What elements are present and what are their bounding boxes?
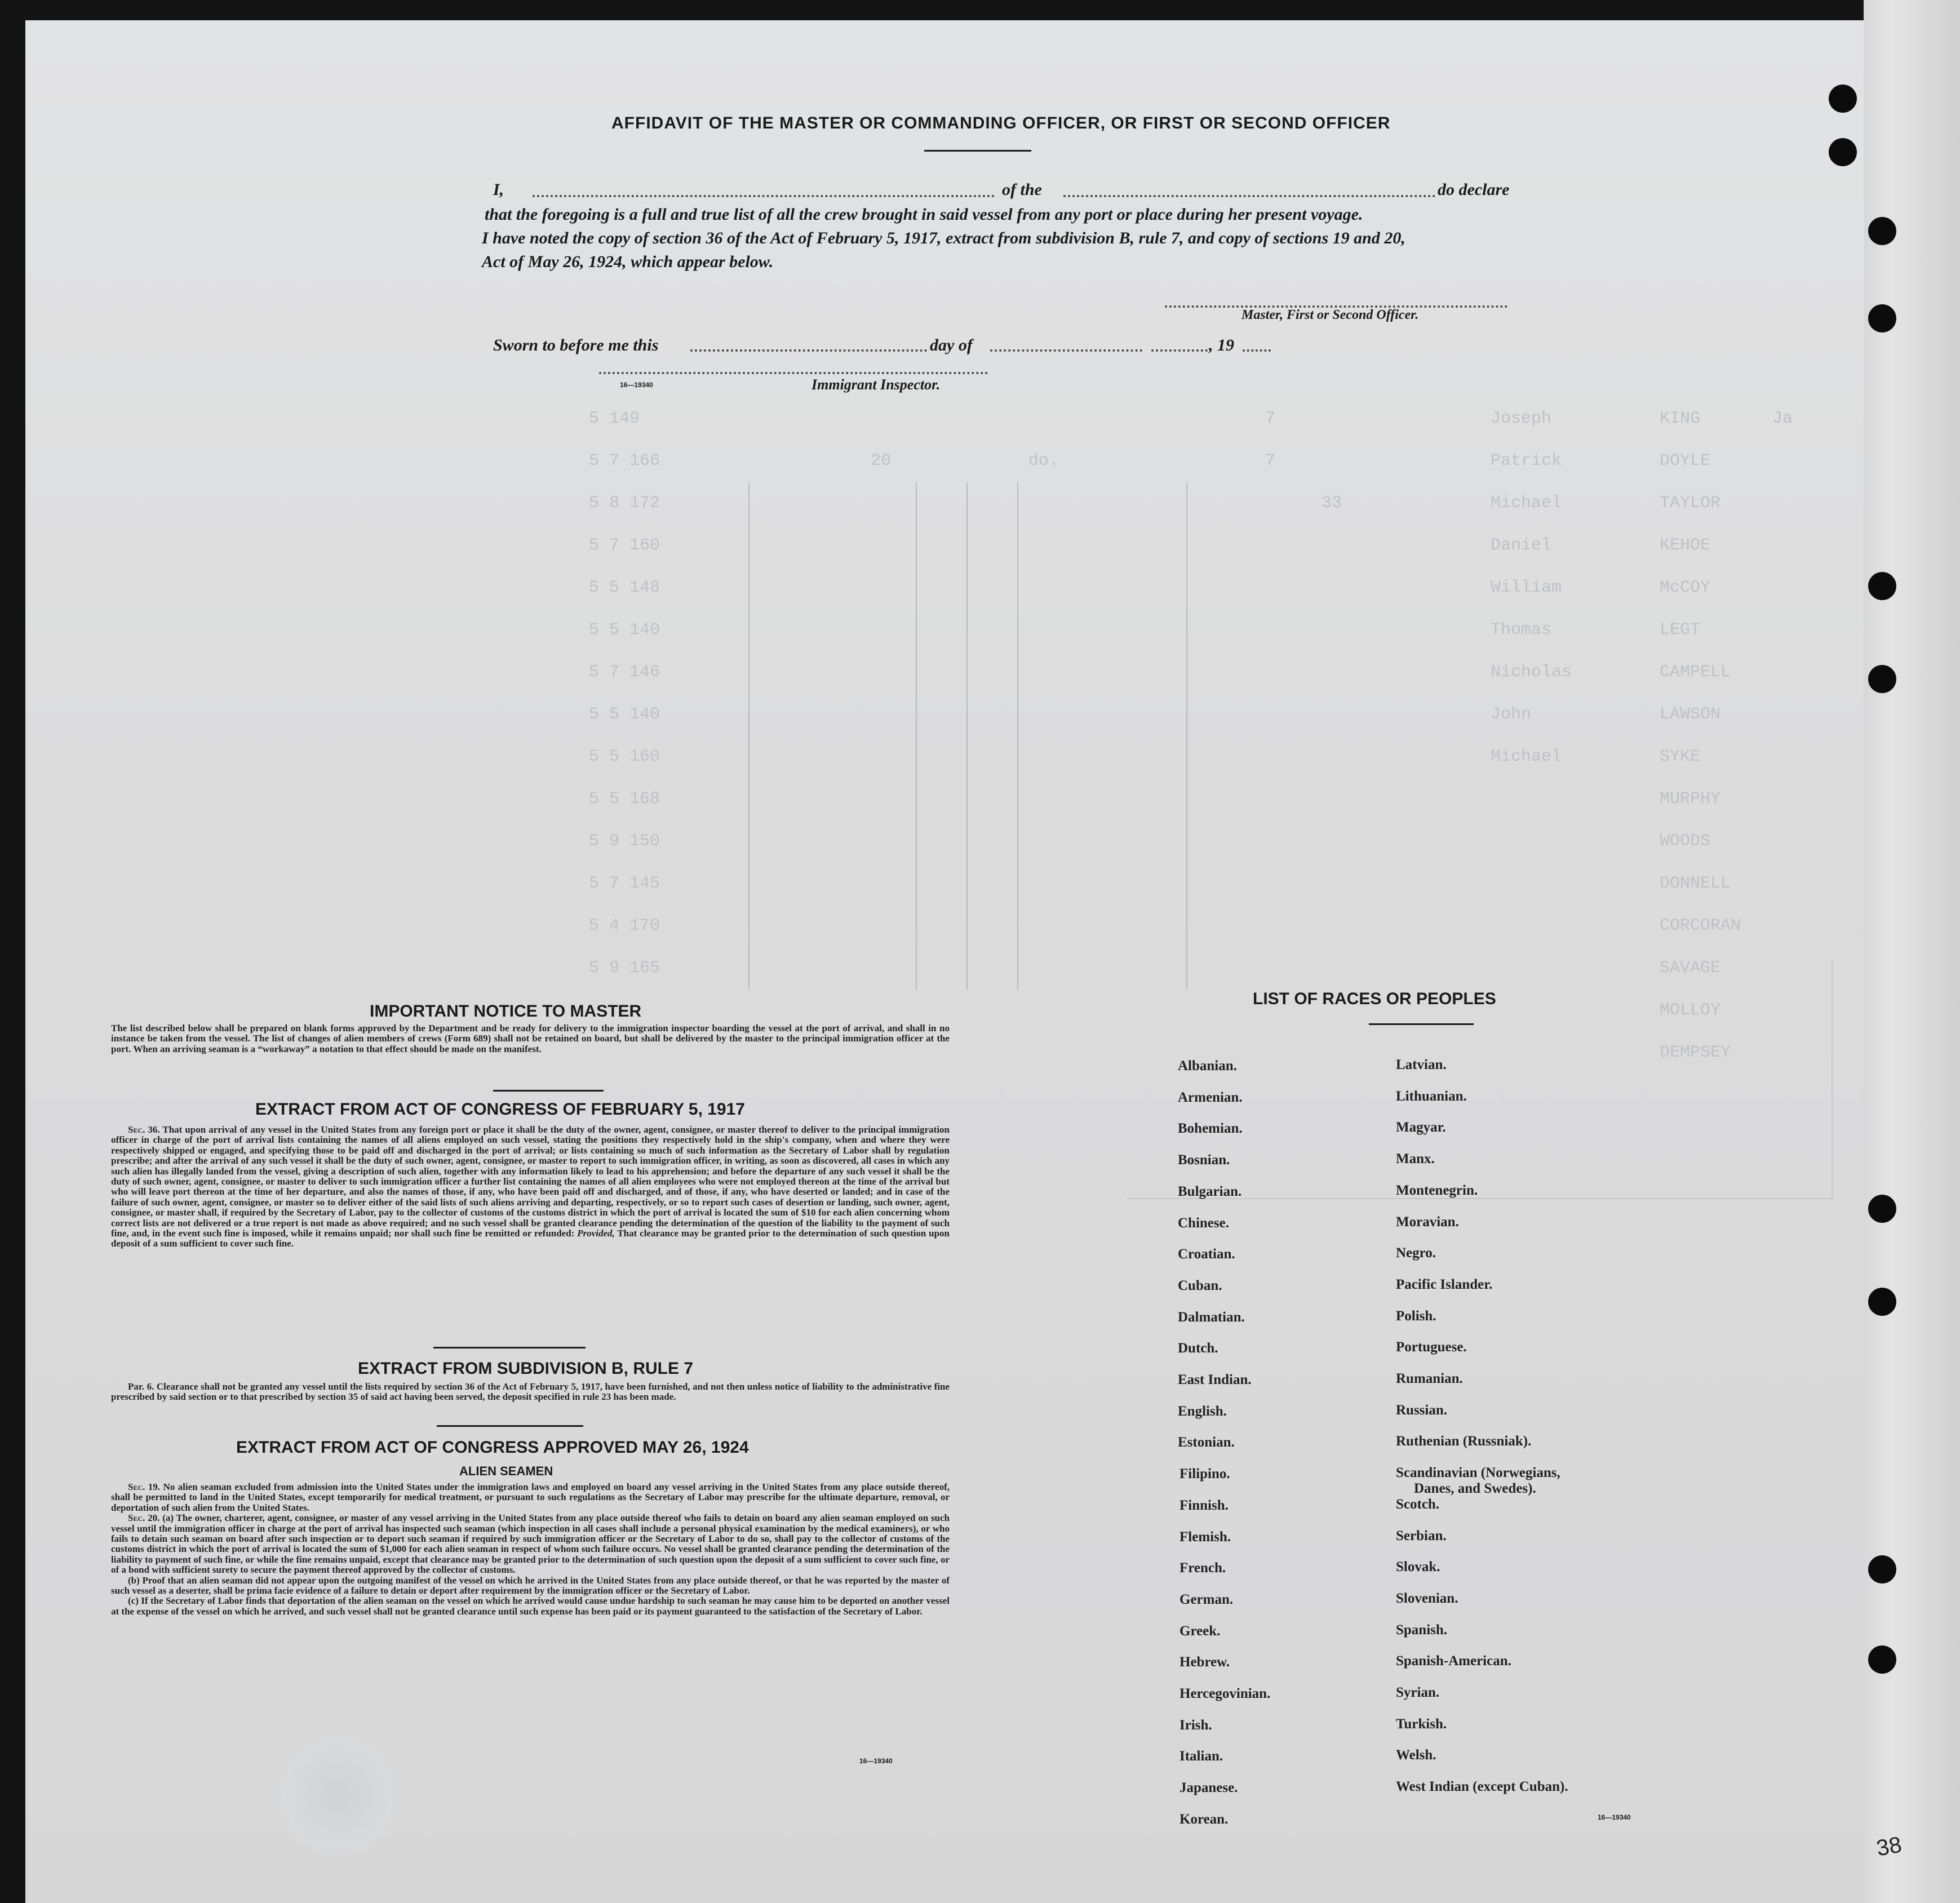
extract-form-code: 16—19340: [859, 1757, 893, 1765]
extract-1917-title: EXTRACT FROM ACT OF CONGRESS OF FEBRUARY 5, 1917: [255, 1100, 745, 1119]
race-left-item: Italian.: [1179, 1749, 1223, 1764]
race-right-item: Negro.: [1396, 1245, 1436, 1261]
race-right-item: Russian.: [1396, 1403, 1448, 1418]
race-left-item: Dutch.: [1178, 1341, 1218, 1356]
race-left-item: Korean.: [1179, 1812, 1229, 1827]
race-left-item: Armenian.: [1178, 1090, 1243, 1105]
sworn-month-blank: [990, 349, 1142, 352]
sworn-day-blank: [690, 349, 927, 352]
sec36-label: Sec. 36.: [128, 1124, 160, 1135]
sec36-text: That upon arrival of any vessel in the United States from any foreign port or place it shall be the duty of the owner, agent, consignee, or master thereof to deliver to the principal immigration officer in charge of the port of arrival lists containing the names of all aliens employed on such vessel, stating the positions they respectively hold in the ship's company, when and where they were respectively shipped or engaged, and specifying those to be paid off and discharged in the port of arrival; or lists containing so much of such information as the Secretary of Labor shall by regulation prescribe; and after the arrival of any such vessel it shall be the duty of such owner, agent, consignee, or master to report to such immigration officer, in writing, as soon as discovered, all cases in which any such alien has illegally landed from the vessel, giving a description of such alien, together with any information likely to lead to his apprehension; and before the departure of any such vessel it shall be the duty of such owner, agent, consignee, or master to deliver to such immigration officer a further list containing the names of all alien employees who were not employed thereon at the time of the arrival but who will leave port thereon at the time of her departure, and also the names of those, if any, who have been paid off and discharged, and of those, if any, who have deserted or landed; and in case of the failure of such owner, agent, consignee, or master so to deliver either of the said lists of such aliens arriving and departing, respectively, or so to report such cases of desertion or landing, such owner, agent, consignee, or master shall, if required by the Secretary of Labor, pay to the collector of customs of the customs district in which the port of arrival is located the sum of $10 for each alien concerning whom correct lists are not delivered or a true report is not made as above required; and no such vessel shall be granted clearance pending the determination of the question of the liability to the payment of such fine, and, in the event such fine is imposed, while it remains unpaid; nor shall such fine be remitted or refunded:: [111, 1124, 950, 1239]
sworn-day-of: day of: [930, 336, 973, 354]
race-left-item: Albanian.: [1178, 1058, 1237, 1074]
affidavit-form-code: 16—19340: [620, 381, 653, 389]
notice-rule: [493, 1090, 604, 1092]
extract-1924-text: [111, 1482, 950, 1617]
sec19-paragraph: [111, 1482, 950, 1513]
punch-hole: [1868, 572, 1896, 600]
race-left-item: Estonian.: [1178, 1435, 1235, 1450]
race-right-item: Welsh.: [1396, 1747, 1436, 1763]
binding-edge: [1864, 0, 1960, 1903]
race-left-item: Hercegovinian.: [1179, 1686, 1271, 1701]
race-right-item: Montenegrin.: [1396, 1183, 1478, 1198]
race-right-item: Rumanian.: [1396, 1371, 1463, 1386]
margin-handwritten-number: 38: [1874, 1832, 1904, 1861]
race-left-item: Hebrew.: [1179, 1654, 1230, 1670]
sec20-label: Sec. 20.: [128, 1512, 160, 1524]
race-right-item: Manx.: [1396, 1151, 1435, 1166]
race-right-item: Syrian.: [1396, 1685, 1440, 1700]
extract-1917-rule: [433, 1347, 586, 1348]
title-rule: [924, 150, 1031, 152]
affidavit-title: AFFIDAVIT OF THE MASTER OR COMMANDING OFFICER, OR FIRST OR SECOND OFFICER: [611, 114, 1391, 132]
race-right-item: Latvian.: [1396, 1057, 1447, 1072]
punch-hole: [1829, 85, 1857, 113]
proviso-label: Provided,: [577, 1228, 615, 1239]
proviso-text: That clearance may be granted prior to the determination of such question upon deposit of a sum sufficient to cover such fine.: [111, 1228, 950, 1249]
race-left-item: Bulgarian.: [1178, 1184, 1242, 1199]
race-left-item: Cuban.: [1178, 1278, 1222, 1293]
race-left-item: Bosnian.: [1178, 1152, 1230, 1168]
embossed-seal: [276, 1733, 400, 1857]
extract-1917-text: [111, 1125, 950, 1249]
races-rule: [1369, 1023, 1474, 1025]
race-left-item: Croatian.: [1178, 1247, 1235, 1262]
sec20c-paragraph: (c) If the Secretary of Labor finds that deportation of the alien seaman on the vessel on which he arrived would cause undue hardship to such seaman he may cause him to be deported on another vessel at the expense of the vessel on which he arrived, and such vessel shall not be granted clearance until such expense has been paid or its payment guaranteed to the satisfaction of the Secretary of Labor.: [111, 1595, 950, 1617]
notice-text: The list described below shall be prepared on blank forms approved by the Department and be ready for delivery to the immigration inspector boarding the vessel at the port of arrival, and shall in no instance be taken from the vessel. The list of changes of alien members of crews (Form 689) shall not be retained on board, but shall be delivered by the master to the principal immigration officer at the port. When an arriving seaman is a “workaway” a notation to that effect should be made on the manifest.: [111, 1023, 950, 1054]
rule7-text: Par. 6. Clearance shall not be granted any vessel until the lists required by section 36 of the Act of February 5, 1917, have been furnished, and not then unless notice of liability to the administrative fine prescribed by said section or to that prescribed by section 35 of said act having been served, the deposit specified in rule 23 has been made.: [111, 1381, 950, 1403]
race-right-item: Turkish.: [1396, 1716, 1447, 1732]
declaration-line2: that the foregoing is a full and true list of all the crew brought in said vessel from any port or place during her present voyage.: [485, 205, 1363, 224]
sec19-label: Sec. 19.: [128, 1481, 161, 1492]
race-right-item: Moravian.: [1396, 1214, 1459, 1230]
punch-hole: [1868, 665, 1896, 693]
declaration-i: I,: [493, 180, 504, 199]
sworn-year-blank: [1243, 349, 1271, 352]
declaration-of-the: of the: [1002, 180, 1042, 199]
inspector-line: [599, 372, 988, 374]
sec20b-paragraph: (b) Proof that an alien seaman did not appear upon the outgoing manifest of the vessel on which he arrived in the United States from any place outside thereof, or that he was reported by the master of such vessel as a deserter, shall be prima facie evidence of a failure to detain or deport after requirement by the immigration officer or the Secretary of Labor.: [111, 1574, 950, 1596]
race-left-item: Finnish.: [1179, 1498, 1229, 1513]
vessel-blank: [1063, 195, 1435, 197]
race-right-item: Lithuanian.: [1396, 1089, 1467, 1104]
race-right-item: Serbian.: [1396, 1528, 1447, 1543]
race-left-item: English.: [1178, 1404, 1227, 1419]
punch-hole: [1868, 1555, 1896, 1583]
sec19-text: No alien seaman excluded from admission into the United States under the immigration laws and employed on board any vessel arriving in the United States from any place outside thereof, shall be permitted to land in the United States, except temporarily for medical treatment, or pursuant to such regulations as the Secretary of Labor may prescribe for the ultimate departure, removal, or deportation of such alien from the United States.: [111, 1481, 950, 1513]
race-left-item: Bohemian.: [1178, 1121, 1243, 1136]
extract-1924-title: EXTRACT FROM ACT OF CONGRESS APPROVED MAY 26, 1924: [236, 1438, 749, 1457]
sworn-year: , 19: [1209, 336, 1234, 354]
race-left-item: Greek.: [1179, 1623, 1221, 1639]
race-right-item: Pacific Islander.: [1396, 1277, 1493, 1292]
name-blank: [533, 195, 995, 197]
race-left-item: Japanese.: [1179, 1780, 1238, 1795]
race-left-item: Dalmatian.: [1178, 1310, 1245, 1325]
sworn-month-blank-2: [1151, 349, 1208, 352]
punch-hole: [1868, 1288, 1896, 1316]
declaration-do-declare: do declare: [1438, 180, 1510, 199]
declaration-line3: I have noted the copy of section 36 of the Act of February 5, 1917, extract from subdivision B, rule 7, and copy of sections 19 and 20,: [482, 229, 1405, 247]
signature-label: Master, First or Second Officer.: [1241, 308, 1419, 322]
inspector-label: Immigrant Inspector.: [812, 376, 941, 393]
sec20a-text: (a) The owner, charterer, agent, consignee, or master of any vessel arriving in the United States from any place outside thereof who fails to detain on board any alien seaman employed on such vessel until the immigration officer in charge at the port of arrival has inspected such seaman (which inspection in all cases shall include a personal physical examination by the medical examiners), or who fails to detain such seaman on board after such inspection or to deport such seaman if required by such immigration officer or the Secretary of Labor to do so, shall pay to the collector of customs of the customs district in which the port of arrival is located the sum of $1,000 for each alien seaman in respect of whom such failure occurs. No vessel shall be granted clearance pending the determination of the liability to payment of such fine, or while the fine remains unpaid, except that clearance may be granted prior to the determination of such question upon the deposit of a sum sufficient to cover such fine, or of a bond with sufficient surety to secure the payment thereof approved by the collector of customs.: [111, 1512, 950, 1576]
race-right-item: Portuguese.: [1396, 1339, 1467, 1355]
race-right-item: Spanish.: [1396, 1622, 1448, 1638]
race-left-item: East Indian.: [1178, 1372, 1252, 1387]
notice-title: IMPORTANT NOTICE TO MASTER: [370, 1002, 642, 1021]
race-left-item: Flemish.: [1179, 1529, 1231, 1545]
punch-hole: [1868, 217, 1896, 245]
declaration-line4: Act of May 26, 1924, which appear below.: [482, 252, 774, 271]
rule7-title: EXTRACT FROM SUBDIVISION B, RULE 7: [358, 1359, 694, 1378]
race-right-item: Spanish-American.: [1396, 1653, 1511, 1669]
sworn-text: Sworn to before me this: [493, 336, 659, 354]
race-left-item: Irish.: [1179, 1718, 1212, 1733]
race-left-item: Filipino.: [1179, 1466, 1230, 1481]
race-left-item: French.: [1179, 1560, 1226, 1576]
sec20a-paragraph: [111, 1513, 950, 1575]
race-right-item: Magyar.: [1396, 1120, 1446, 1135]
race-right-item: Slovak.: [1396, 1559, 1440, 1574]
race-right-item: Ruthenian (Russniak).: [1396, 1434, 1532, 1449]
punch-hole: [1868, 304, 1896, 332]
document-page: Ja KING Joseph DOYLE Patrick TAYLOR Michael KEHOE Daniel McCOY William LEGT Thomas CAMPELL Nicholas LAWSON John SYKE Michael MURPHY WOODS DONNELL CORCORAN SAVAGE MOLLOY DEMPSEY 7 7 33 20 do. 5 149 5 7 166 5 8 172 5 7 160 5 5 148 5 5 140 5 7 146 5 5 140 5 5 160 5 5 168 5 9 150 5 7 145 5 4 170 5 9 165 AFFIDAVIT OF THE MASTER OR COMMANDING OFFICER, OR FIRST OR SECOND OFFICER I, of the do declare that the foregoing is a full and true list of all the crew brought in said vessel from any port or place during her present voyage. I have noted the copy of section 36 of the Act of February 5, 1917, extract from subdivision B, rule 7, and copy of sections 19 and 20, Act of May 26, 1924, which appear below. Master, First or Second Officer. Sworn to before me this day of , 19 16—19340 Immigrant Inspector. IMPORTANT NOTICE TO MASTER The list described below shall be prepared on blank forms approved by the Department and be ready for delivery to the immigration inspector boarding the vessel at the port of arrival, and shall in no instance be taken from the vessel. The list of changes of alien members of crews (Form 689) shall not be retained on board, but shall be delivered by the master to the principal immigration officer at the port. When an arriving seaman is a “workaway” a notation to that effect should be made on the manifest. EXTRACT FROM ACT OF CONGRESS OF FEBRUARY 5, 1917 Sec. 36. That upon arrival of any vessel in the United States from any foreign port or place it shall be the duty of the owner, agent, consignee, or master thereof to deliver to the principal immigration officer in charge of the port of arrival lists containing the names of all aliens employed on such vessel, stating the positions they respectively hold in the ship's company, when and where they were respectively shipped or engaged, and specifying those to be paid off and discharged in the port of arrival; or lists containing so much of such information as the Secretary of Labor shall by regulation prescribe; and after the arrival of any such vessel it shall be the duty of such owner, agent, consignee, or master to report to such immigration officer, in writing, as soon as discovered, all cases in which any such alien has illegally landed from the vessel, giving a description of such alien, together with any information likely to lead to his apprehension; and before the departure of any such vessel it shall be the duty of such owner, agent, consignee, or master to deliver to such immigration officer a further list containing the names of all alien employees who were not employed thereon at the time of the arrival but who will leave port thereon at the time of her departure, and also the names of those, if any, who have been paid off and discharged, and of those, if any, who have deserted or landed; and in case of the failure of such owner, agent, consignee, or master so to deliver either of the said lists of such aliens arriving and departing, respectively, or so to report such cases of desertion or landing, such owner, agent, consignee, or master shall, if required by the Secretary of Labor, pay to the collector of customs of the customs district in which the port of arrival is located the sum of $10 for each alien concerning whom correct lists are not delivered or a true report is not made as above required; and no such vessel shall be granted clearance pending the determination of the question of the liability to the payment of such fine, and, in the event such fine is imposed, while it remains unpaid; nor shall such fine be remitted or refunded: Provided, That clearance may be granted prior to the determination of such question upon deposit of a sum sufficient to cover such fine. EXTRACT FROM SUBDIVISION B, RULE 7 Par. 6. Clearance shall not be granted any vessel until the lists required by section 36 of the Act of February 5, 1917, have been furnished, and not then unless notice of liability to the administrative fine prescribed by said section or to that prescribed by section 35 of said act having been served, the deposit specified in rule 23 has been made. EXTRACT FROM ACT OF CONGRESS APPROVED MAY 26, 1924 ALIEN SEAMEN Sec. 19. No alien seaman excluded from admission into the United States under the immigration laws and employed on board any vessel arriving in the United States from any place outside thereof, shall be permitted to land in the United States, except temporarily for medical treatment, or pursuant to such regulations as the Secretary of Labor may prescribe for the ultimate departure, removal, or deportation of such alien from the United States. Sec. 20. (a) The owner, charterer, agent, consignee, or master of any vessel arriving in the United States from any place outside thereof who fails to detain on board any alien seaman employed on such vessel until the immigration officer in charge at the port of arrival has inspected such seaman (which inspection in all cases shall include a personal physical examination by the medical examiners), or who fails to detain such seaman on board after such inspection or to deport such seaman if required by such immigration officer or the Secretary of Labor to do so, shall pay to the collector of customs of the customs district in which the port of arrival is located the sum of $1,000 for each alien seaman in respect of whom such failure occurs. No vessel shall be granted clearance pending the determination of the liability to payment of such fine, or while the fine remains unpaid, except that clearance may be granted prior to the determination of such question upon the deposit of a sum sufficient to cover such fine, or of a bond with sufficient surety to secure the payment thereof approved by the collector of customs. (b) Proof that an alien seaman did not appear upon the outgoing manifest of the vessel on which he arrived in the United States from any place outside thereof, or that he was reported by the master of such vessel as a deserter, shall be prima facie evidence of a failure to detain or deport after requirement by the immigration officer or the Secretary of Labor. (c) If the Secretary of Labor finds that deportation of the alien seaman on the vessel on which he arrived would cause undue hardship to such seaman he may cause him to be deported on another vessel at the expense of the vessel on which he arrived, and such vessel shall not be granted clearance until such expense has been paid or its payment guaranteed to the satisfaction of the Secretary of Labor. 16—19340 LIST OF RACES OR PEOPLES Albanian. Armenian. Bohemian. Bosnian. Bulgarian. Chinese. Croatian. Cuban. Dalmatian. Dutch. East Indian. English. Estonian. Filipino. Finnish. Flemish. French. German. Greek. Hebrew. Hercegovinian. Irish. Italian. Japanese. Korean. Latvian. Lithuanian. Magyar. Manx. Montenegrin. Moravian. Negro. Pacific Islander. Polish. Portuguese. Rumanian. Russian. Ruthenian (Russniak). Scandinavian (Norwegians, Danes, and Swedes). Scotch. Serbian. Slovak. Slovenian. Spanish. Spanish-American. Syrian. Turkish. Welsh. West Indian (except Cuban). 16—19340: [25, 20, 1864, 1903]
punch-hole: [1868, 1195, 1896, 1223]
race-right-item: Polish.: [1396, 1308, 1436, 1324]
races-form-code: 16—19340: [1598, 1813, 1631, 1821]
punch-hole: [1868, 1645, 1896, 1674]
race-right-item: Scotch.: [1396, 1497, 1440, 1512]
race-left-item: German.: [1179, 1592, 1234, 1607]
race-right-item: Scandinavian (Norwegians,: [1396, 1465, 1560, 1480]
races-title: LIST OF RACES OR PEOPLES: [1253, 990, 1496, 1008]
race-right-item: Slovenian.: [1396, 1591, 1458, 1606]
race-right-item: Danes, and Swedes).: [1414, 1481, 1536, 1496]
punch-hole: [1829, 138, 1857, 166]
race-right-item: West Indian (except Cuban).: [1396, 1779, 1568, 1794]
alien-seamen-subtitle: ALIEN SEAMEN: [459, 1464, 553, 1478]
rule7-rule: [437, 1425, 583, 1427]
race-left-item: Chinese.: [1178, 1216, 1229, 1231]
